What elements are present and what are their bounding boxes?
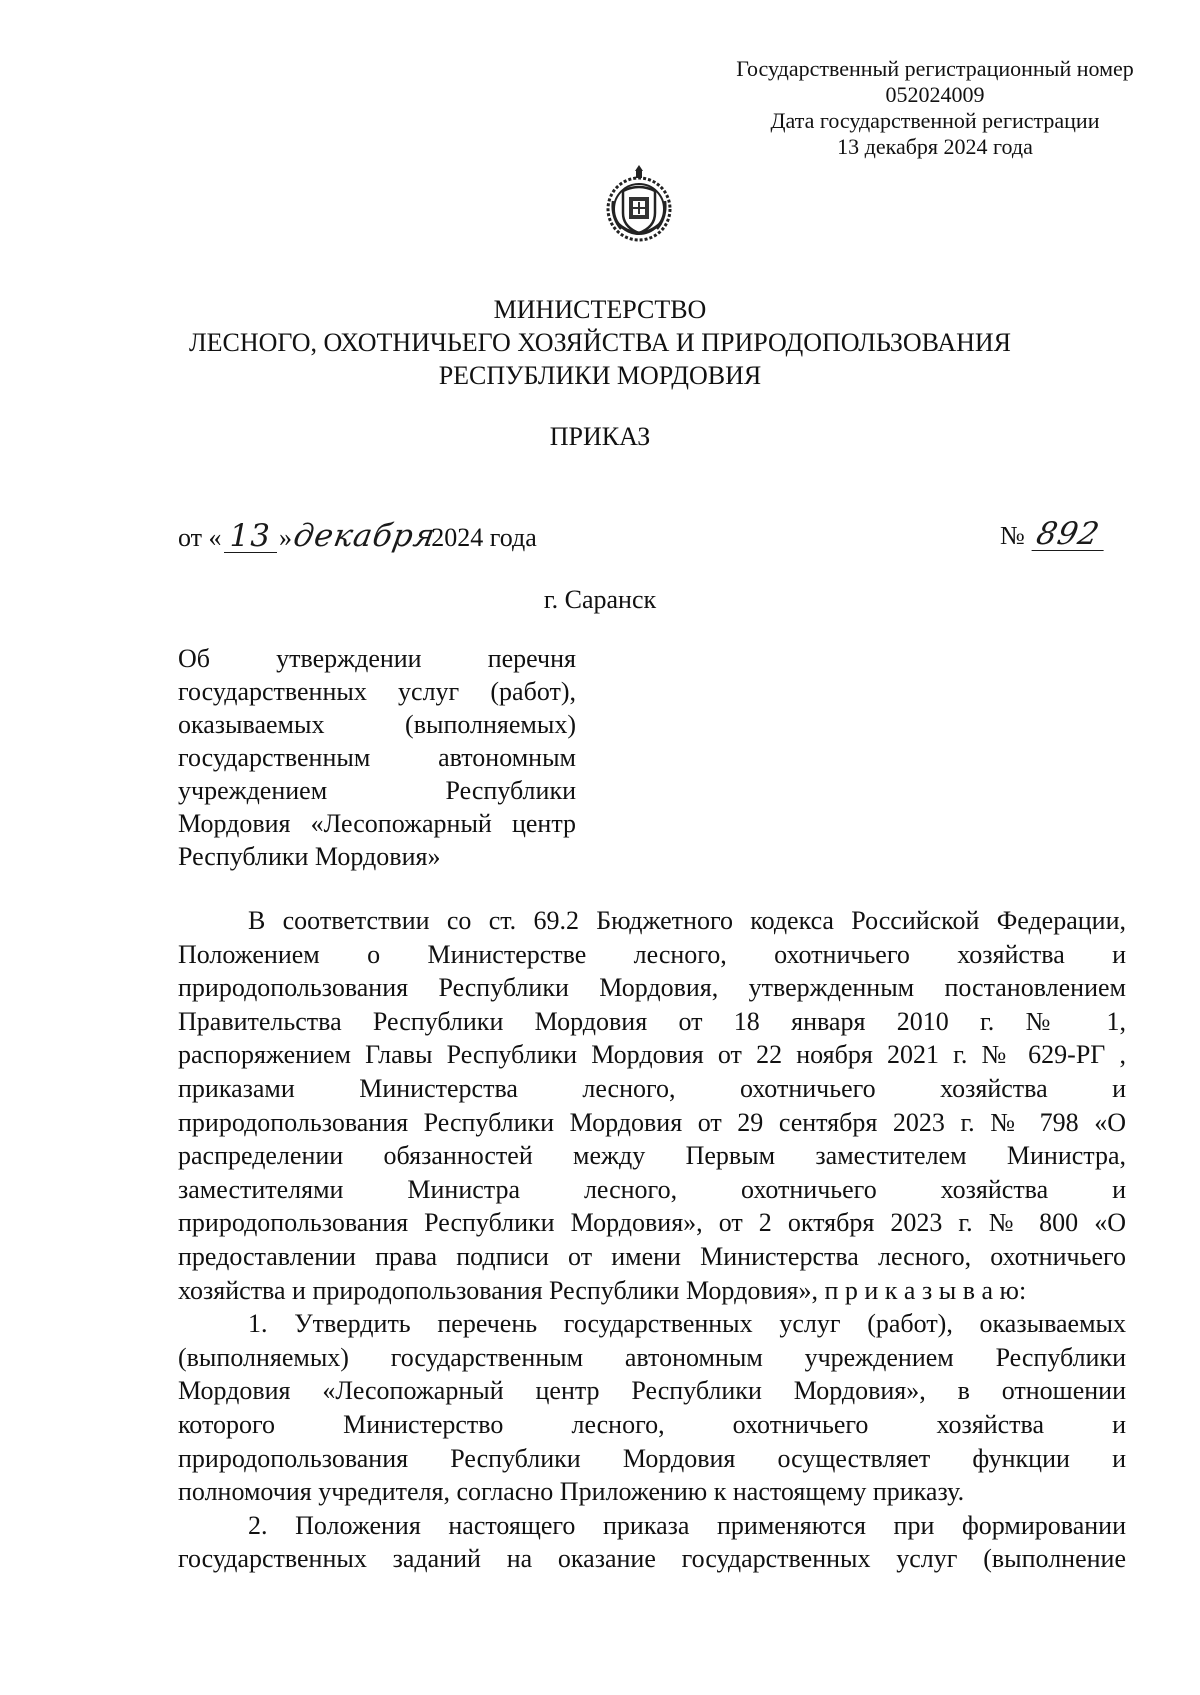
order-number — [1000, 518, 1107, 552]
subject-line: государственным автономным — [178, 743, 576, 772]
body-line: природопользования Республики Мордовия от 29 сентября 2023 г. № 798 «О — [178, 1107, 1126, 1137]
body-line: заместителями Министра лесного, охотничьего хозяйства и — [178, 1174, 1126, 1204]
ministry-line-3: РЕСПУБЛИКИ МОРДОВИЯ — [438, 361, 762, 390]
registration-block — [700, 56, 1170, 160]
city: г. Саранск — [543, 585, 657, 614]
ministry-line-1: МИНИСТЕРСТВО — [493, 295, 707, 324]
document-type: ПРИКАЗ — [549, 422, 651, 451]
body-line: природопользования Республики Мордовия», от 2 октября 2023 г. № 800 «О — [178, 1208, 1126, 1238]
date-prefix: от « — [178, 523, 222, 552]
body-line: распределении обязанностей между Первым заместителем Министра, — [178, 1141, 1126, 1171]
body-line: полномочия учредителя, согласно Приложению к настоящему приказу. — [178, 1477, 965, 1507]
date-suffix: 2024 года — [431, 523, 537, 552]
body-line: Мордовия «Лесопожарный центр Республики Мордовия», в отношении — [178, 1376, 1126, 1406]
date-day-handwritten: 13 — [224, 520, 277, 553]
coat-of-arms-emblem — [603, 161, 675, 247]
body-line: приказами Министерства лесного, охотничьего хозяйства и — [178, 1073, 1126, 1103]
registration-date-label: Дата государственной регистрации — [770, 108, 1100, 133]
registration-date-value: 13 декабря 2024 года — [837, 134, 1033, 159]
registration-number-label: Государственный регистрационный номер — [736, 56, 1134, 81]
number-value-handwritten: 892 — [1032, 518, 1111, 551]
body-line: которого Министерство лесного, охотничьего хозяйства и — [178, 1409, 1126, 1439]
body-line: В соответствии со ст. 69.2 Бюджетного кодекса Российской Федерации, — [248, 906, 1126, 935]
body-line: природопользования Республики Мордовия осуществляет функции и — [178, 1443, 1126, 1473]
subject-line: оказываемых (выполняемых) — [178, 710, 576, 739]
body-line: предоставлении права подписи от имени Министерства лесного, охотничьего — [178, 1241, 1126, 1271]
order-date — [178, 520, 537, 554]
body-line: распоряжением Главы Республики Мордовия от 22 ноября 2021 г. № 629-РГ , — [178, 1040, 1126, 1070]
order-body — [178, 904, 1126, 1576]
body-line: Правительства Республики Мордовия от 18 января 2010 г. № 1, — [178, 1006, 1126, 1036]
date-month-handwritten: декабря — [290, 518, 439, 554]
subject-line: Республики Мордовия» — [178, 842, 441, 871]
ministry-line-2: ЛЕСНОГО, ОХОТНИЧЬЕГО ХОЗЯЙСТВА И ПРИРОДОПОЛЬЗОВАНИЯ — [188, 328, 1011, 357]
body-line: (выполняемых) государственным автономным учреждением Республики — [178, 1342, 1126, 1372]
order-subject — [178, 642, 576, 873]
number-label: № — [1000, 521, 1025, 550]
body-line: природопользования Республики Мордовия, утвержденным постановлением — [178, 973, 1126, 1003]
body-line: 1. Утвердить перечень государственных услуг (работ), оказываемых — [248, 1309, 1126, 1339]
subject-line: Мордовия «Лесопожарный центр — [178, 809, 576, 838]
body-line: Положением о Министерстве лесного, охотничьего хозяйства и — [178, 939, 1126, 969]
body-line: хозяйства и природопользования Республики Мордовия», п р и к а з ы в а ю: — [178, 1275, 1027, 1305]
body-line: 2. Положения настоящего приказа применяются при формировании — [248, 1510, 1126, 1540]
body-line: государственных заданий на оказание государственных услуг (выполнение — [178, 1544, 1126, 1574]
registration-number-value: 052024009 — [885, 82, 985, 107]
ministry-header — [60, 293, 1140, 392]
subject-line: государственных услуг (работ), — [178, 677, 576, 706]
subject-line: Об утверждении перечня — [178, 644, 576, 673]
subject-line: учреждением Республики — [178, 776, 576, 805]
date-mid: » — [278, 523, 292, 552]
